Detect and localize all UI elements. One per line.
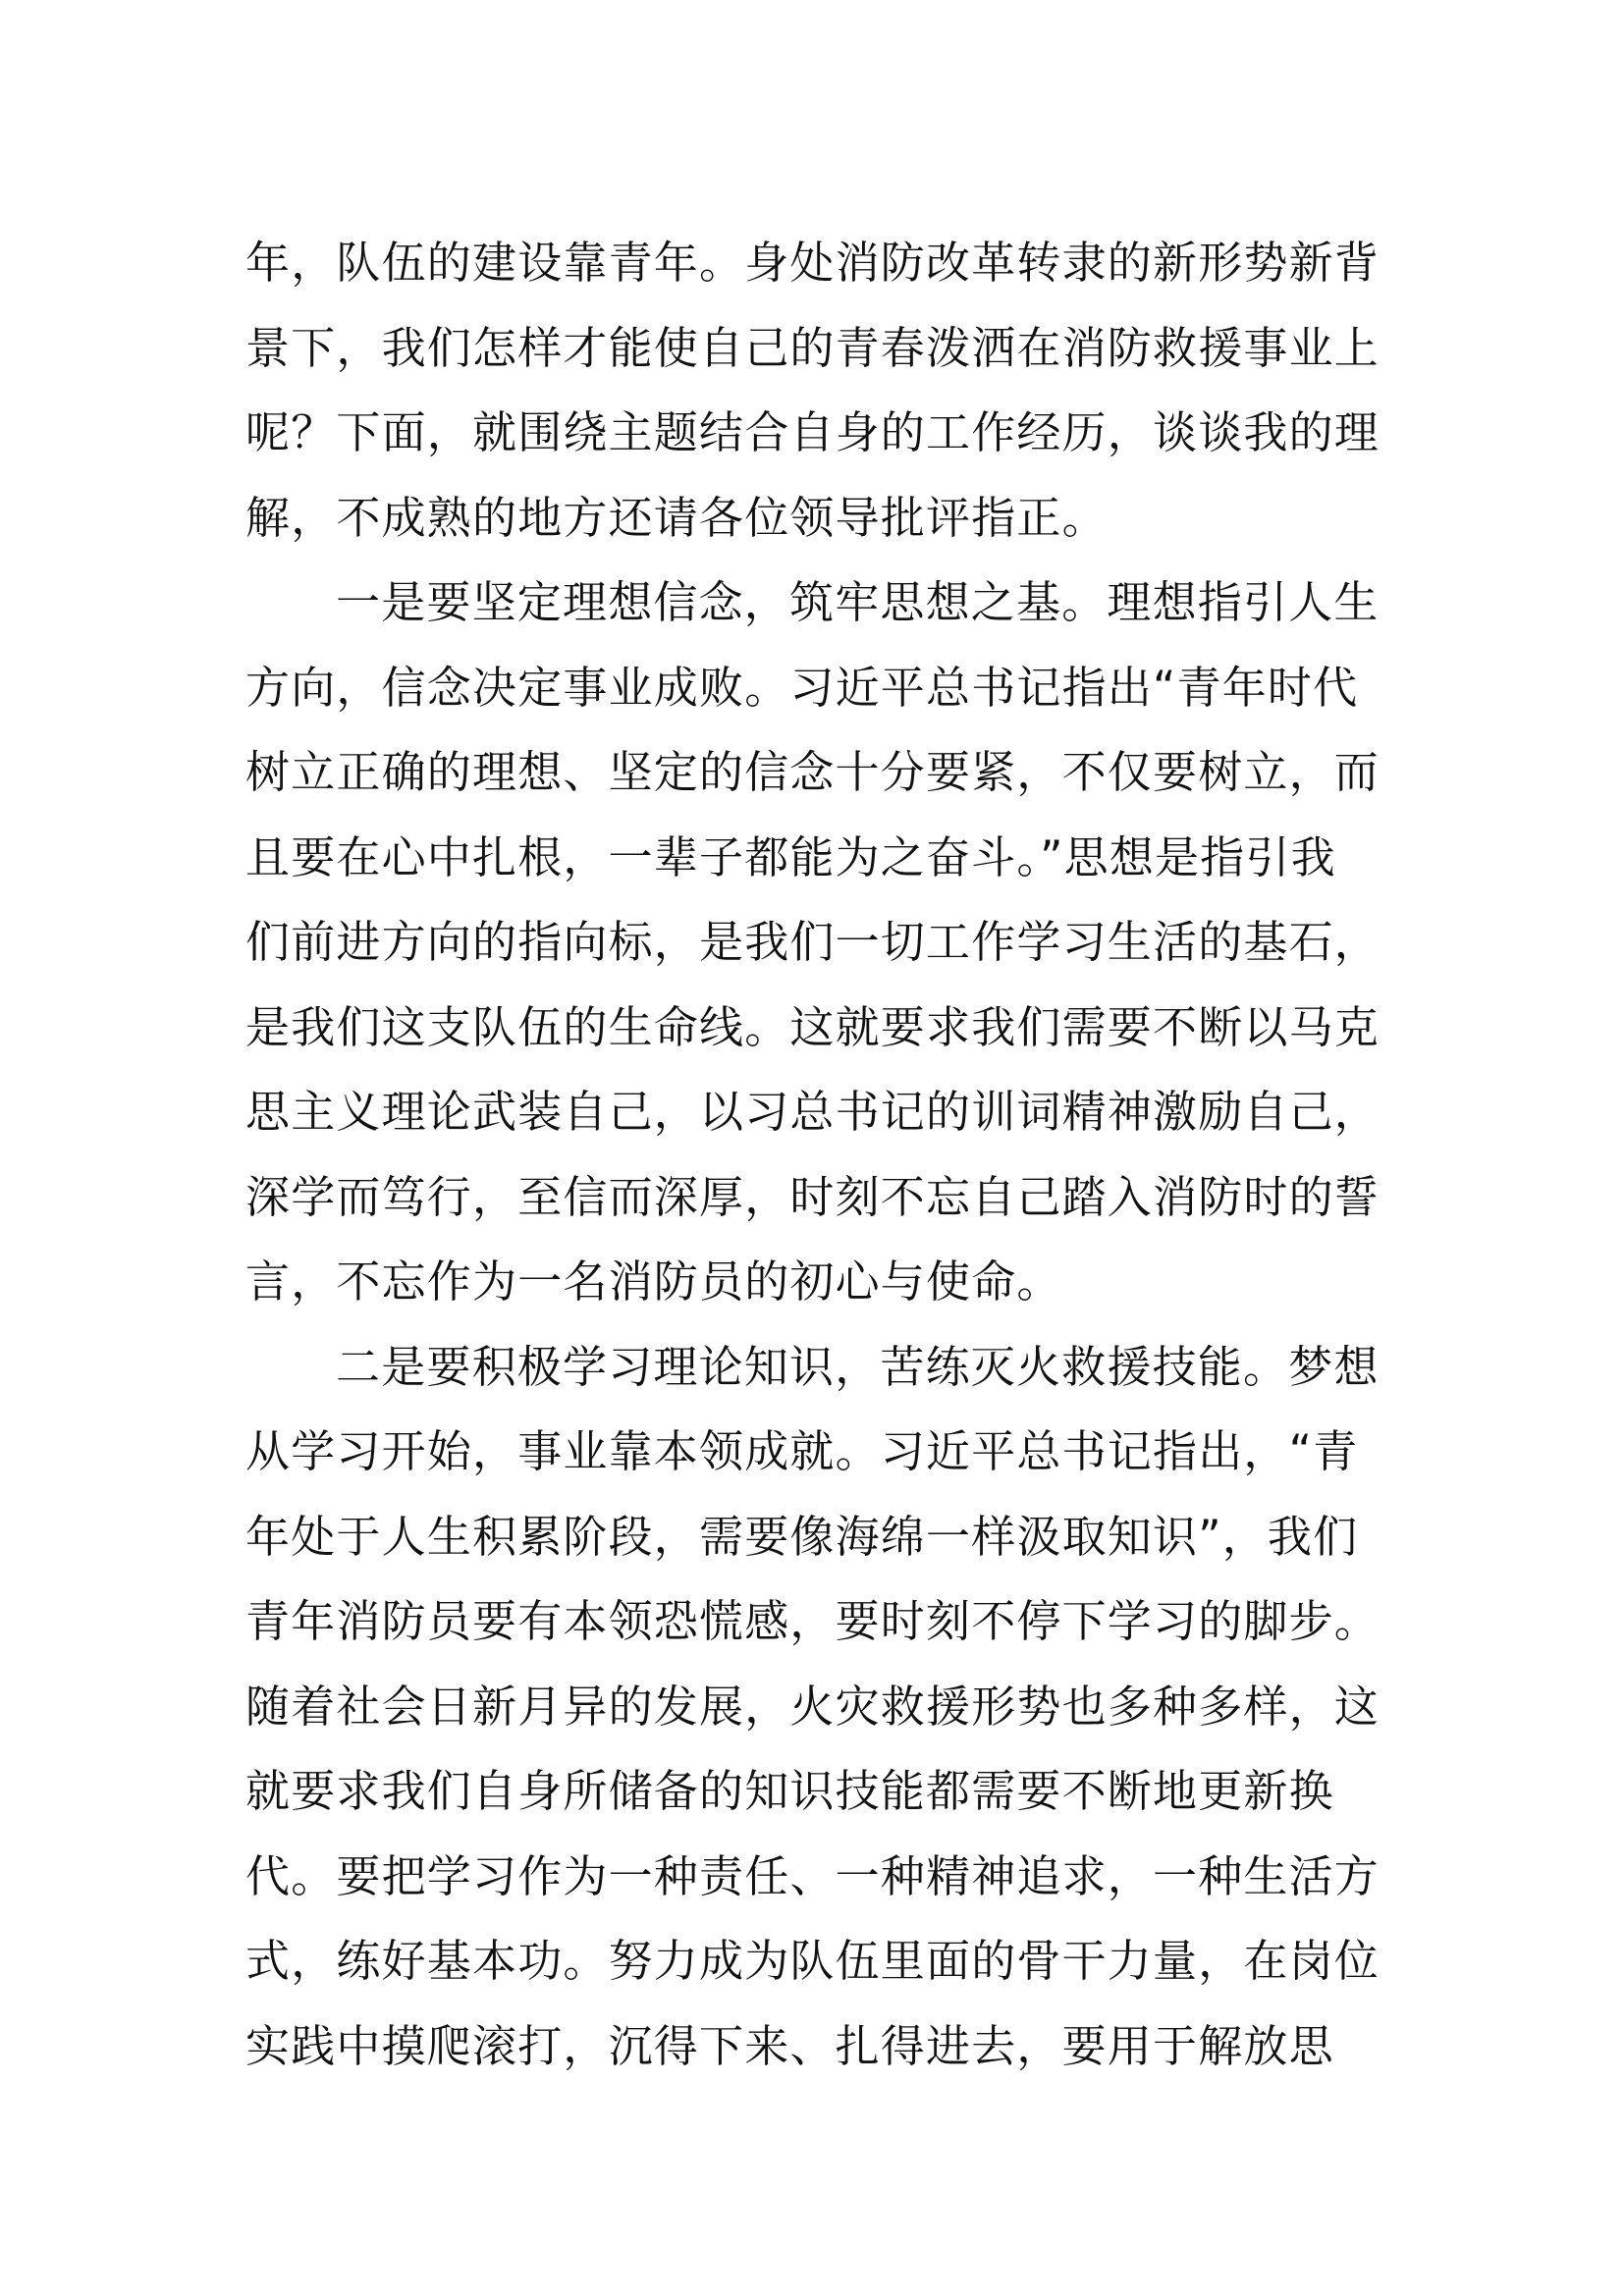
text-line: 深学而笃行，至信而深厚，时刻不忘自己踏入消防时的誓 [245,1170,1380,1223]
text-line: 实践中摸爬滚打，沉得下来、扎得进去，要用于解放思 [245,2019,1334,2072]
text-line: 解，不成熟的地方还请各位领导批评指正。 [245,491,1108,544]
text-line: 从学习开始，事业靠本领成就。习近平总书记指出，“青 [245,1425,1359,1477]
text-line: 青年消防员要有本领恐慌感，要时刻不停下学习的脚步。 [245,1595,1380,1647]
text-line: 是我们这支队伍的生命线。这就要求我们需要不断以马克 [245,1000,1380,1053]
text-line: 随着社会日新月异的发展，火灾救援形势也多种多样，这 [245,1680,1380,1733]
text-line: 思主义理论武装自己，以习总书记的训词精神激励自己， [245,1086,1380,1138]
text-line: 言，不忘作为一名消防员的初心与使命。 [245,1255,1062,1308]
text-line: 呢？下面，就围绕主题结合自身的工作经历，谈谈我的理 [245,406,1380,458]
paragraph-first-line: 二是要积极学习理论知识，苦练灭火救援技能。梦想 [336,1340,1380,1393]
text-line: 方向，信念决定事业成败。习近平总书记指出“青年时代 [245,661,1359,714]
text-line: 景下，我们怎样才能使自己的青春泼洒在消防救援事业上 [245,321,1380,374]
body-text [245,221,1384,2089]
paragraph-first-line: 一是要坚定理想信念，筑牢思想之基。理想指引人生 [336,576,1380,628]
text-line: 且要在心中扎根，一辈子都能为之奋斗。”思想是指引我 [245,830,1336,883]
text-line: 就要求我们自身所储备的知识技能都需要不断地更新换 [245,1765,1334,1817]
text-line: 树立正确的理想、坚定的信念十分要紧，不仅要树立，而 [245,746,1380,798]
text-line: 们前进方向的指向标，是我们一切工作学习生活的基石， [245,916,1380,968]
text-line: 式，练好基本功。努力成为队伍里面的骨干力量，在岗位 [245,1935,1380,1987]
text-line: 年处于人生积累阶段，需要像海绵一样汲取知识”，我们 [245,1510,1359,1563]
text-line: 代。要把学习作为一种责任、一种精神追求，一种生活方 [245,1849,1380,1902]
text-line: 年，队伍的建设靠青年。身处消防改革转隶的新形势新背 [245,237,1380,289]
